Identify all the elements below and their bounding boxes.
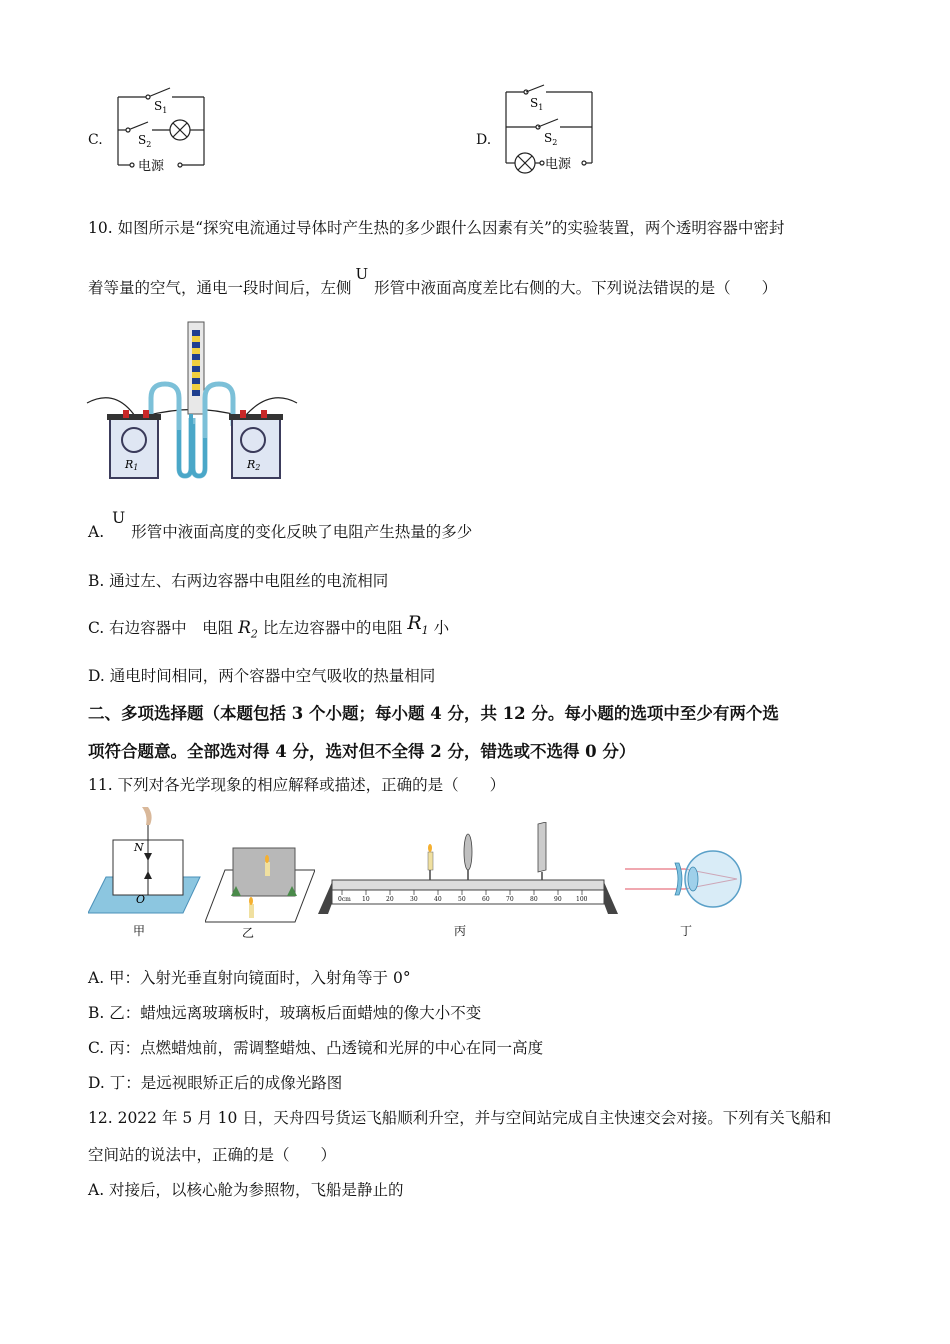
q12-stem-line1: 12. 2022 年 5 月 10 日，天舟四号货运飞船顺利升空，并与空间站完成自主快速交会对接。下列有关飞船和 (88, 1109, 832, 1127)
q10-stem-line2b: 形管中液面高度差比右侧的大。下列说法错误的是（ ） (374, 279, 778, 297)
figure-yi-plane-mirror (205, 840, 315, 925)
section2-heading-line2: 项符合题意。全部选对得 4 分，选对但不全得 2 分，错选或不选得 0 分） (88, 742, 636, 761)
q10-option-b: B. 通过左、右两边容器中电阻丝的电流相同 (88, 572, 389, 590)
q11-option-a: A. 甲：入射光垂直射向镜面时，入射角等于 0° (88, 969, 411, 987)
q11-option-b: B. 乙：蜡烛远离玻璃板时，玻璃板后面蜡烛的像大小不变 (88, 1004, 482, 1022)
q10-opt-c-r1: $R_1$ (407, 612, 429, 637)
q10-opt-c-r2: $R_2$ (238, 618, 258, 641)
q10-u-symbol: U (355, 265, 369, 283)
circuit-diagram-c (110, 82, 210, 177)
q10-option-d: D. 通电时间相同，两个容器中空气吸收的热量相同 (88, 667, 436, 685)
q10-opt-c-a: C. 右边容器中 电阻 (88, 619, 234, 637)
q10-option-a (88, 509, 473, 542)
q10-opt-a-prefix: A. (88, 523, 105, 541)
figure-bing-optical-bench (318, 822, 618, 922)
joule-heat-apparatus (85, 318, 300, 483)
q10-opt-c-b: 比左边容器中的电阻 (262, 619, 403, 637)
figure-ding-label: 丁 (680, 924, 693, 938)
section2-heading-line1: 二、多项选择题（本题包括 3 个小题；每小题 4 分，共 12 分。每小题的选项中至少有两个选 (88, 704, 779, 723)
q11-stem: 11. 下列对各光学现象的相应解释或描述，正确的是（ ） (88, 776, 506, 794)
ruler-label-70: 70 (506, 896, 514, 903)
r1-label: R1 (125, 458, 139, 472)
q11-option-d: D. 丁：是远视眼矫正后的成像光路图 (88, 1074, 343, 1092)
ruler-label-0: 0cm (338, 896, 351, 903)
ruler-label-30: 30 (410, 896, 418, 903)
figure-yi-label: 乙 (242, 926, 255, 940)
figure-jia-label: 甲 (133, 924, 146, 938)
q10-stem-line2 (88, 265, 778, 298)
label-o: O (136, 893, 146, 906)
c-s2-label: $S_2$ (138, 133, 152, 149)
ruler-label-80: 80 (530, 896, 538, 903)
q10-opt-a-text: 形管中液面高度的变化反映了电阻产生热量的多少 (131, 523, 473, 541)
d-s2-label: $S_2$ (544, 131, 558, 147)
q11-option-c: C. 丙：点燃蜡烛前，需调整蜡烛、凸透镜和光屏的中心在同一高度 (88, 1039, 544, 1057)
c-power-label: 电源 (138, 159, 165, 174)
ruler-label-40: 40 (434, 896, 442, 903)
label-n: N (134, 841, 144, 854)
q12-option-a: A. 对接后，以核心舱为参照物，飞船是静止的 (88, 1181, 404, 1199)
q12-stem-line2: 空间站的说法中，正确的是（ ） (88, 1146, 337, 1164)
option-c-label: C. (88, 132, 103, 148)
c-s1-label: $S_1$ (154, 99, 168, 115)
q10-stem-line2a: 着等量的空气，通电一段时间后，左侧 (88, 279, 352, 297)
ruler-label-50: 50 (458, 896, 466, 903)
circuit-diagram-d (498, 82, 598, 177)
r2-label: R2 (247, 458, 261, 472)
ruler-label-60: 60 (482, 896, 490, 903)
figure-jia-reflection (88, 805, 203, 920)
q10-opt-c-c: 小 (433, 619, 450, 637)
d-power-label: 电源 (545, 157, 572, 172)
ruler-label-100: 100 (576, 896, 588, 903)
option-d-label: D. (476, 132, 492, 148)
ruler-label-90: 90 (554, 896, 562, 903)
d-s1-label: $S_1$ (530, 96, 544, 112)
q10-option-c (88, 612, 450, 641)
figure-bing-label: 丙 (454, 924, 467, 938)
ruler-label-10: 10 (362, 896, 370, 903)
figure-ding-eye (625, 845, 750, 915)
q10-opt-a-u-symbol: U (112, 509, 126, 527)
q10-stem-line1: 10. 如图所示是“探究电流通过导体时产生热的多少跟什么因素有关”的实验装置，两个透明容器中密封 (88, 219, 785, 237)
ruler-label-20: 20 (386, 896, 394, 903)
